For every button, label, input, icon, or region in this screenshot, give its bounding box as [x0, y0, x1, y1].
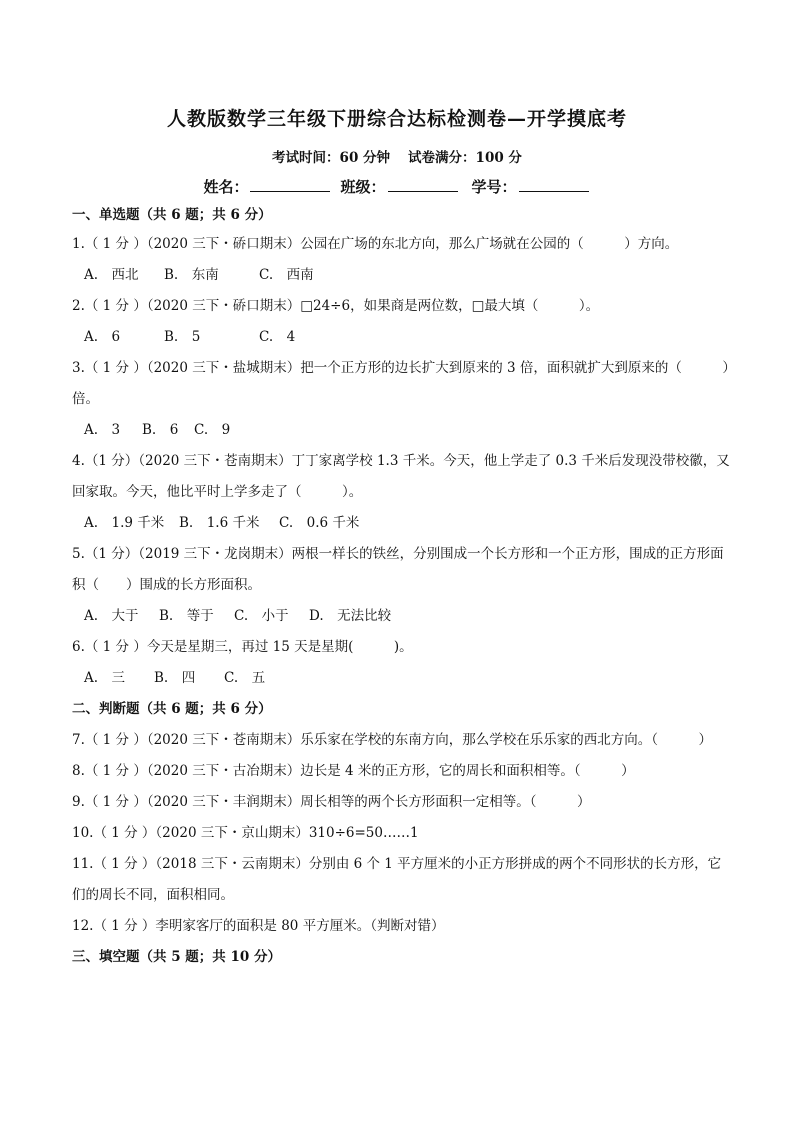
exam-meta [0, 146, 794, 166]
class-label: 班级： [340, 178, 386, 196]
question-7: 7.（ 1 分 ）（2020 三下・苍南期末）乐乐家在学校的东南方向，那么学校在乐乐家的西北方向。（ ） [72, 732, 712, 748]
question-12: 12.（ 1 分 ）李明家客厅的面积是 80 平方厘米。（判断对错） [72, 918, 445, 934]
question-5: 5.（1 分）（2019 三下・龙岗期末）两根一样长的铁丝，分别围成一个长方形和一个正方形，围成的正方形面积（ ）围成的长方形面积。 [72, 546, 724, 593]
option[interactable]: D. 无法比较 [309, 608, 392, 624]
option[interactable]: B. 5 [164, 329, 201, 345]
id-label: 学号： [471, 178, 517, 196]
id-blank[interactable] [519, 177, 589, 192]
option[interactable]: C. 4 [259, 329, 296, 345]
name-blank[interactable] [250, 177, 330, 192]
option[interactable]: B. 6 [142, 422, 179, 438]
option[interactable]: A. 6 [84, 329, 121, 345]
option[interactable]: B. 等于 [159, 608, 214, 624]
options-6 [72, 663, 732, 694]
option[interactable]: C. 西南 [259, 267, 314, 283]
name-label: 姓名： [203, 178, 249, 196]
exam-time: 考试时间：60 分钟 [272, 150, 391, 166]
option[interactable]: B. 东南 [164, 267, 219, 283]
question-10: 10.（ 1 分 ）（2020 三下・京山期末）310÷6=50……1 [72, 825, 419, 841]
section-heading: 一、单选题（共 6 题；共 6 分） [72, 207, 272, 223]
question-3: 3.（ 1 分 ）（2020 三下・盐城期末）把一个正方形的边长扩大到原来的 3 倍，面积就扩大到原来的（ ）倍。 [72, 360, 730, 407]
options-3 [72, 415, 732, 446]
option[interactable]: A. 西北 [84, 267, 139, 283]
option[interactable]: A. 1.9 千米 [84, 515, 165, 531]
question-4: 4.（1 分）（2020 三下・苍南期末）丁丁家离学校 1.3 千米。今天，他上学走了 0.3 千米后发现没带校徽，又回家取。今天，他比平时上学多走了（ ）。 [72, 453, 730, 500]
options-4 [72, 508, 732, 539]
options-2 [72, 322, 732, 353]
question-1: 1.（ 1 分 ）（2020 三下・硚口期末）公园在广场的东北方向，那么广场就在公园的（ ）方向。 [72, 236, 679, 252]
class-blank[interactable] [388, 177, 458, 192]
options-1 [72, 260, 732, 291]
question-9: 9.（ 1 分 ）（2020 三下・丰润期末）周长相等的两个长方形面积一定相等。（ ） [72, 794, 591, 810]
student-info [0, 176, 794, 197]
option[interactable]: A. 3 [84, 422, 121, 438]
option[interactable]: C. 五 [224, 670, 266, 686]
option[interactable]: B. 1.6 千米 [179, 515, 260, 531]
question-2: 2.（ 1 分 ）（2020 三下・硚口期末）□24÷6，如果商是两位数，□最大填（ ）。 [72, 298, 600, 314]
exam-score: 试卷满分：100 分 [408, 150, 522, 166]
option[interactable]: B. 四 [154, 670, 196, 686]
question-6: 6.（ 1 分 ）今天是星期三，再过 15 天是星期( )。 [72, 639, 413, 655]
options-5 [72, 601, 732, 632]
section-heading: 三、填空题（共 5 题；共 10 分） [72, 949, 281, 965]
option[interactable]: C. 小于 [234, 608, 289, 624]
exam-content [72, 205, 732, 973]
section-heading: 二、判断题（共 6 题；共 6 分） [72, 701, 272, 717]
option[interactable]: C. 0.6 千米 [279, 515, 360, 531]
page-title: 人教版数学三年级下册综合达标检测卷—开学摸底考 [166, 108, 627, 130]
question-8: 8.（ 1 分 ）（2020 三下・古冶期末）边长是 4 米的正方形，它的周长和面积相等。（ ） [72, 763, 635, 779]
option[interactable]: C. 9 [194, 422, 231, 438]
option[interactable]: A. 大于 [84, 608, 139, 624]
option[interactable]: A. 三 [84, 670, 126, 686]
question-11: 11.（ 1 分 ）（2018 三下・云南期末）分别由 6 个 1 平方厘米的小正方形拼成的两个不同形状的长方形，它们的周长不同，面积相同。 [72, 856, 722, 903]
